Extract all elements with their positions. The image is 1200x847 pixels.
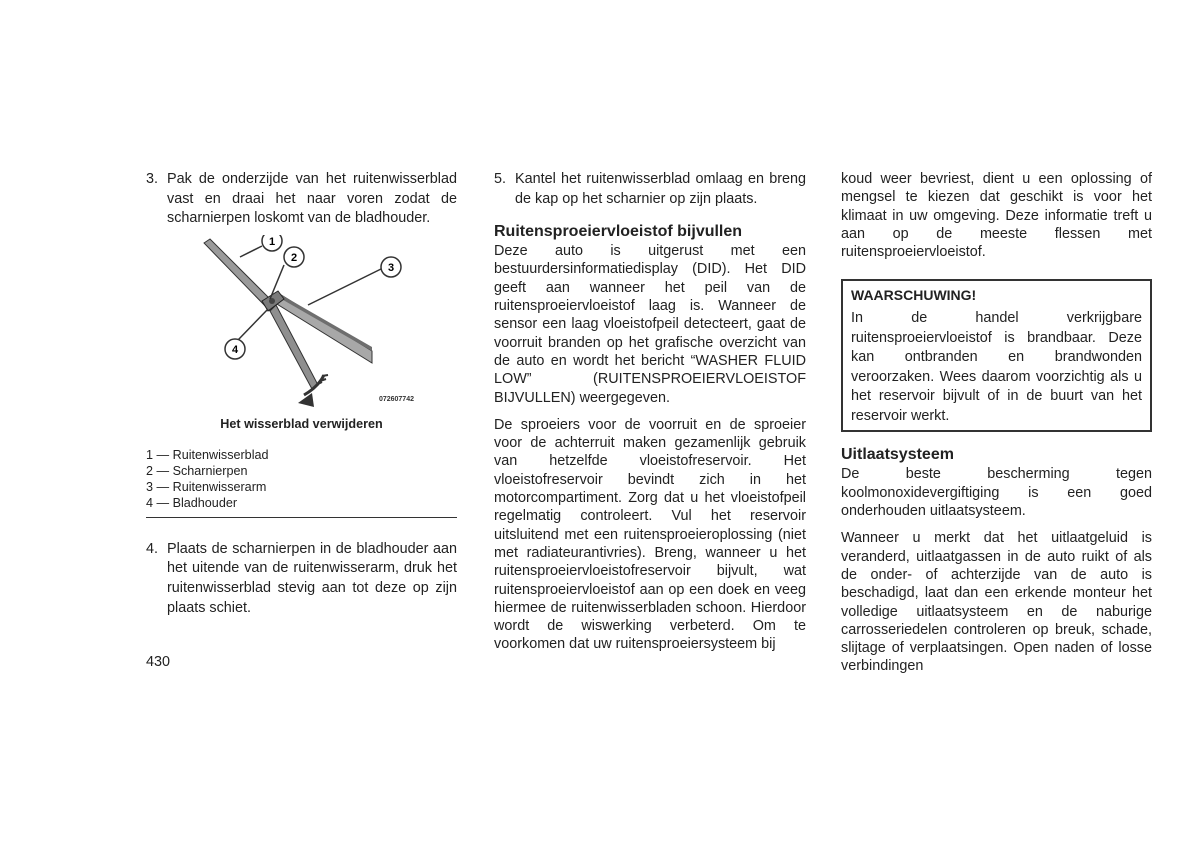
warning-text: In de handel verkrijgbare ruitensproeiervloeistof is brandbaar. Deze kan ontbranden en brandwonden veroorzaken. Wees daarom voorzichtig als u het reservoir bijvult of in de buurt van het reservoir werkt. <box>851 310 1142 424</box>
figure-legend <box>146 447 457 511</box>
figure-code: 072607742 <box>378 395 414 403</box>
legend-item: 2 — Scharnierpen <box>146 463 248 478</box>
paragraph: Wanneer u merkt dat het uitlaatgeluid is veranderd, uitlaatgassen in de auto ruikt of als de onder- of achterzijde van de auto is beschadigd, laat dan een erkende monteur het volledige uitlaatsysteem en de naburige carrosseriedelen controleren op breuk, schade, slijtage of verplaatsingen. Open naden of losse verbindingen <box>841 530 1152 675</box>
step-text: Pak de onderzijde van het ruitenwisserblad vast en draai het naar voren zodat de scharnierpen loskomt van de bladhouder. <box>167 171 457 227</box>
paragraph: De beste bescherming tegen koolmonoxidevergiftiging is een goed onderhouden uitlaatsysteem. <box>841 466 1152 520</box>
step-text: Kantel het ruitenwisserblad omlaag en breng de kap op het scharnier op zijn plaats. <box>515 171 806 207</box>
step-3 <box>146 170 457 229</box>
left-column <box>146 170 457 618</box>
svg-text:1: 1 <box>268 235 276 248</box>
warning-box <box>841 279 1152 432</box>
page-number: 430 <box>146 654 171 670</box>
middle-column <box>494 170 806 663</box>
wiper-blade-illustration <box>186 235 426 411</box>
callout-2 <box>284 247 304 267</box>
divider <box>146 517 457 518</box>
svg-text:4: 4 <box>231 343 239 356</box>
callout-1 <box>262 235 282 251</box>
legend-item: 3 — Ruitenwisserarm <box>146 479 267 494</box>
svg-text:2: 2 <box>290 251 298 264</box>
section-heading-exhaust: Uitlaatsysteem <box>841 446 954 464</box>
step-number: 5. <box>494 171 507 187</box>
step-4 <box>146 540 457 618</box>
paragraph: koud weer bevriest, dient u een oplossing of mengsel te kiezen dat geschikt is voor het klimaat in uw omgeving. Deze informatie treft u aan op de meeste flessen met ruitensproeiervloeistof. <box>841 171 1152 261</box>
step-text: Plaats de scharnierpen in de bladhouder aan het uitende van de ruitenwisserarm, druk het ruitenwisserblad stevig aan tot deze op zijn plaats schiet. <box>167 540 457 616</box>
legend-item: 1 — Ruitenwisserblad <box>146 447 269 462</box>
right-column <box>841 170 1152 685</box>
paragraph: De sproeiers voor de voorruit en de sproeier voor de achterruit maken gezamenlijk gebruik van hetzelfde vloeistofreservoir. Het vloeistofreservoir bevindt zich in het motorcompartiment. Zorg dat u het vloeistofpeil regelmatig controleert. Vul het reservoir uitsluitend met een ruitensproeieroplossing (niet met radiateurantivries). Breng, wanneer u het ruitensproeiervloeistofreservoir bijvult, wat ruitensproeiervloeistof aan op een doek en veeg hiermee de ruitenwisserbladen schoon. Hierdoor wordt de wiswerking verbeterd. Om te voorkomen dat uw ruitensproeiersysteem bij <box>494 416 806 653</box>
step-number: 3. <box>146 171 159 187</box>
step-number: 4. <box>146 540 159 557</box>
wiper-blade-figure <box>146 235 457 411</box>
step-5 <box>494 170 806 209</box>
figure-caption: Het wisserblad verwijderen <box>220 416 383 431</box>
section-heading-washer-fluid: Ruitensproeiervloeistof bijvullen <box>494 223 743 241</box>
svg-text:3: 3 <box>387 261 395 274</box>
warning-title: WAARSCHUWING! <box>851 287 977 304</box>
callout-3 <box>381 257 401 277</box>
legend-item: 4 — Bladhouder <box>146 495 238 510</box>
callout-4 <box>225 339 245 359</box>
paragraph: Deze auto is uitgerust met een bestuurdersinformatiedisplay (DID). Het DID geeft aan wanneer het peil van de ruitensproeiervloeistof laag is. Wanneer de sensor een laag vloeistofpeil detecteert, gaat de voorruit branden op het grafische overzicht van de auto en wordt het bericht “WASHER FLUID LOW” (RUITENSPROEIERVLOEISTOF BIJVULLEN) weergegeven. <box>494 243 806 406</box>
